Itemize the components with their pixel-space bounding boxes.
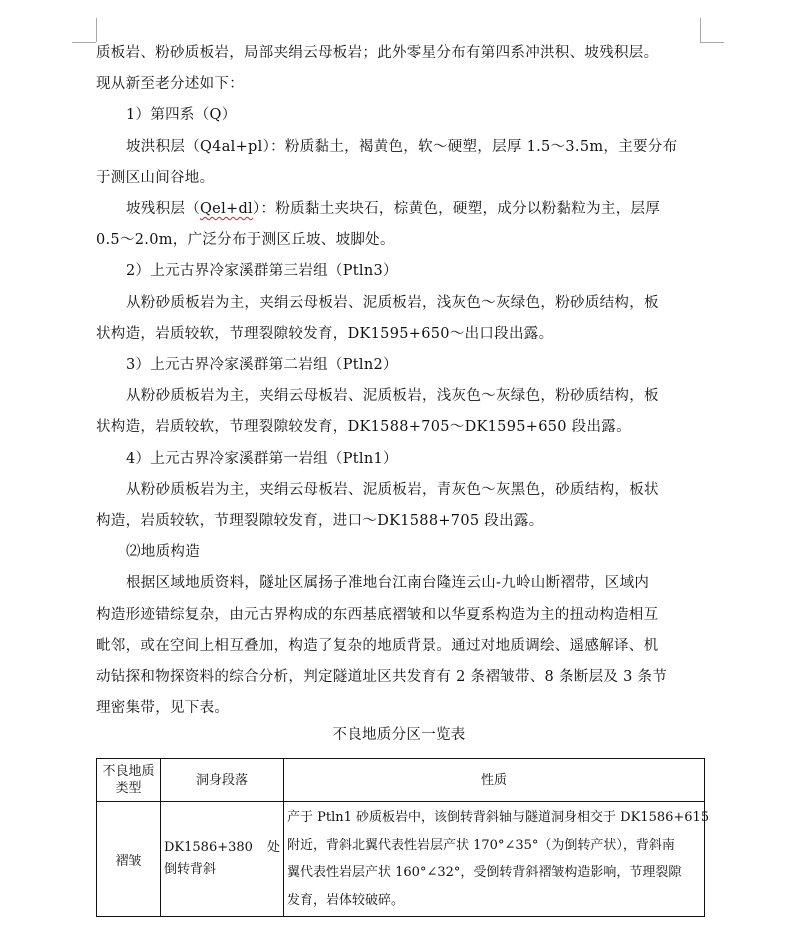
cell-text-line: 翼代表性岩层产状 160°∠32°，受倒转背斜褶皱构造影响，节理裂隙 [287, 865, 682, 880]
header-segment: 洞身段落 [161, 759, 284, 802]
cell-text-line: 发育，岩体较破碎。 [287, 892, 405, 908]
text-line: 现从新至老分述如下： [96, 76, 244, 93]
text-line: 状构造，岩质较软，节理裂隙较发育，DK1595+650～出口段出露。 [96, 325, 554, 342]
header-line: 类型 [115, 781, 142, 796]
margin-mark-top-left-horizontal [72, 42, 96, 43]
table-row [97, 802, 705, 917]
paragraph-slope-alluvial [96, 132, 702, 194]
text-line: 从粉砂质板岩为主，夹绢云母板岩、泥质板岩，青灰色～灰黑色，砂质结构，板状 [126, 481, 659, 498]
heading-geologic-structure [96, 537, 702, 568]
paragraph-ptln2 [96, 381, 702, 443]
text-line: 质板岩、粉砂质板岩，局部夹绢云母板岩；此外零星分布有第四系冲洪积、坡残积层。 [96, 45, 659, 61]
text-line: 构造，岩质较软，节理裂隙较发育，进口～DK1588+705 段出露。 [96, 513, 544, 530]
text-line: 根据区域地质资料，隧址区属扬子准地台江南台隆连云山-九岭山断褶带，区域内 [126, 575, 650, 592]
cell-text-line: 附近，背斜北翼代表性岩层产状 170°∠35°（为倒转产状），背斜南 [287, 837, 675, 853]
header-property: 性质 [284, 759, 705, 802]
heading-ptln1 [96, 444, 702, 475]
paragraph-structure [96, 568, 702, 724]
paragraph-ptln3 [96, 288, 702, 350]
text-line [96, 194, 702, 225]
paragraph-ptln1 [96, 475, 702, 537]
text-line: 状构造，岩质较软，节理裂隙较发育，DK1588+705～DK1595+650 段出露。 [96, 419, 631, 436]
document-body [96, 38, 702, 724]
paragraph-rock-intro [96, 38, 702, 100]
text-line: 坡洪积层（Q4al+pl）：粉质黏土，褐黄色，软～硬塑，层厚 1.5～3.5m，主要分布 [126, 138, 678, 155]
heading-text: ⑵地质构造 [126, 544, 200, 561]
cell-geology-type: 褶皱 [97, 802, 161, 917]
text-line: 0.5～2.0m，广泛分布于测区丘坡、坡脚处。 [96, 232, 395, 249]
heading-quaternary [96, 100, 702, 131]
cell-property [284, 802, 710, 917]
spellcheck-underlined-term: Qel+dl [200, 201, 253, 218]
heading-text: 1）第四系（Q） [126, 107, 237, 124]
cell-segment: DK1586+380 处倒转背斜 [161, 802, 284, 917]
heading-text: 4）上元古界冷家溪群第一岩组（Ptln1） [126, 450, 398, 467]
text-line: 毗邻，或在空间上相互叠加，构造了复杂的地质背景。通过对地质调绘、遥感解译、机 [96, 637, 659, 654]
margin-mark-top-right-horizontal [700, 42, 724, 43]
table-header-row [97, 759, 705, 802]
text-suffix: ）：粉质黏土夹块石，棕黄色，硬塑，成分以粉黏粒为主，层厚 [252, 201, 661, 218]
header-geology-type [97, 759, 161, 802]
text-prefix: 坡残积层（ [126, 201, 200, 218]
text-line: 于测区山间谷地。 [96, 169, 215, 186]
text-line: 构造形迹错综复杂，由元古界构成的东西基底褶皱和以华夏系构造为主的扭动构造相互 [96, 606, 659, 623]
heading-text: 3）上元古界冷家溪群第二岩组（Ptln2） [126, 357, 398, 374]
heading-text: 2）上元古界冷家溪群第三岩组（Ptln3） [126, 263, 398, 280]
paragraph-slope-residual [96, 194, 702, 256]
heading-ptln3 [96, 256, 702, 287]
table-caption: 不良地质分区一览表 [332, 727, 466, 743]
text-line: 从粉砂质板岩为主，夹绢云母板岩、泥质板岩，浅灰色～灰绿色，粉砂质结构，板 [126, 388, 659, 405]
text-line: 理密集带，见下表。 [96, 700, 230, 717]
header-line: 不良地质 [102, 764, 155, 779]
text-line: 动钻探和物探资料的综合分析，判定隧道址区共发育有 2 条褶皱带、8 条断层及 3 条节 [96, 669, 668, 686]
adverse-geology-table [96, 758, 710, 917]
heading-ptln2 [96, 350, 702, 381]
text-line: 从粉砂质板岩为主，夹绢云母板岩、泥质板岩，浅灰色～灰绿色，粉砂质结构，板 [126, 294, 659, 311]
cell-text-line: 产于 Ptln1 砂质板岩中，该倒转背斜轴与隧道洞身相交于 DK1586+615 [287, 810, 710, 825]
